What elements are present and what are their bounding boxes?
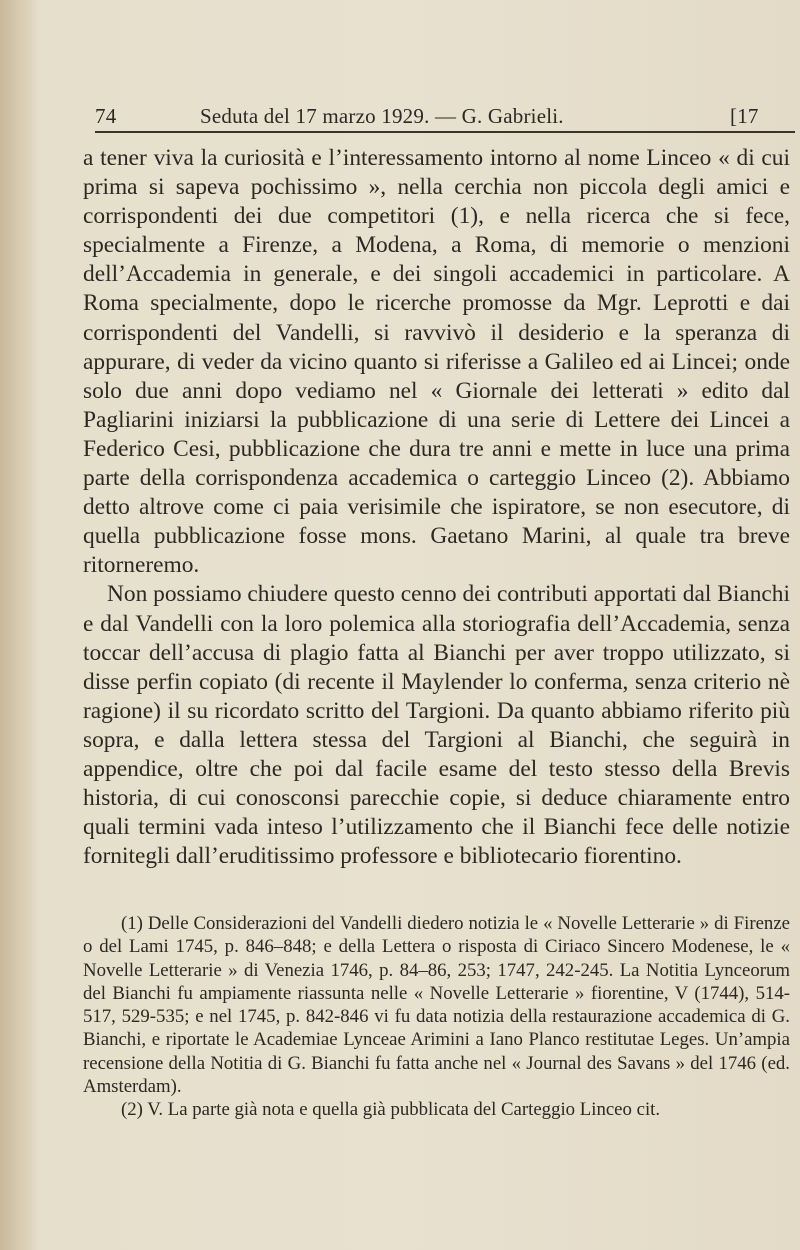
footnote-1: (1) Delle Considerazioni del Vandelli diedero notizia le « Novelle Letterarie » di Firenze o del Lami 1745, p. 846–848; e della Lettera o risposta di Ciriaco Sincero Modenese, le « Novelle Letterarie » di Venezia 1746, p. 84–86, 253; 1747, 242-245. La Notitia Lynceorum del Bianchi fu ampiamente riassunta nelle « Novelle Letterarie » fiorentine, V (1744), 514-517, 529-535; e nel 1745, p. 842-846 vi fu data notizia della restaurazione accademica di G. Bianchi, e riportate le Academiae Lynceae Arimini a Iano Planco restitutae Leges. Un’ampia recensione della Notitia di G. Bianchi fu fatta anche nel « Journal des Savans » del 1746 (ed. Amsterdam). bbox=[83, 913, 790, 1098]
page-edge-shadow bbox=[0, 0, 38, 1250]
section-mark: [17 bbox=[730, 104, 759, 128]
main-text bbox=[83, 144, 790, 871]
running-header bbox=[95, 104, 795, 134]
running-title: Seduta del 17 marzo 1929. — G. Gabrieli. bbox=[200, 104, 564, 128]
paragraph: a tener viva la curiosità e l’interessamento intorno al nome Linceo « di cui prima si sapeva pochissimo », nella cerchia non piccola degli amici e corrispondenti dei due competitori (1), e nella ricerca che si fece, specialmente a Firenze, a Modena, a Roma, di memorie o menzioni dell’Accademia in generale, e dei singoli accademici in particolare. A Roma specialmente, dopo le ricerche promosse da Mgr. Leprotti e dai corrispondenti del Vandelli, si ravvivò il desiderio e la speranza di appurare, di veder da vicino quanto si riferisse a Galileo ed ai Lincei; onde solo due anni dopo vediamo nel « Giornale dei letterati » edito dal Pagliarini iniziarsi la pubblicazione di una serie di Lettere dei Lincei a Federico Cesi, pubblicazione che dura tre anni e mette in luce una prima parte della corrispondenza accademica o carteggio Linceo (2). Abbiamo detto altrove come ci paia verisimile che ispiratore, se non esecutore, di quella pubblicazione fosse mons. Gaetano Marini, al quale tra breve ritorneremo. bbox=[83, 145, 790, 579]
footnotes bbox=[83, 912, 790, 1122]
footnote-2: (2) V. La parte già nota e quella già pubblicata del Carteggio Linceo cit. bbox=[121, 1099, 661, 1121]
header-rule bbox=[95, 131, 795, 133]
page-number: 74 bbox=[95, 104, 117, 128]
paragraph: Non possiamo chiudere questo cenno dei contributi apportati dal Bianchi e dal Vandelli con la loro polemica alla storiografia dell’Accademia, senza toccar dell’accusa di plagio fatta al Bianchi per aver troppo utilizzato, si disse perfin copiato (di recente il Maylender lo conferma, senza criterio nè ragione) il su ricordato scritto del Targioni. Da quanto abbiamo riferito più sopra, e dalla lettera stessa del Targioni al Bianchi, che seguirà in appendice, oltre che poi dal facile esame del testo stesso della Brevis historia, di cui conosconsi parecchie copie, si deduce chiaramente entro quali termini vada inteso l’utilizzamento che il Bianchi fece delle notizie fornitegli dall’eruditissimo professore e bibliotecario fiorentino. bbox=[83, 581, 790, 870]
